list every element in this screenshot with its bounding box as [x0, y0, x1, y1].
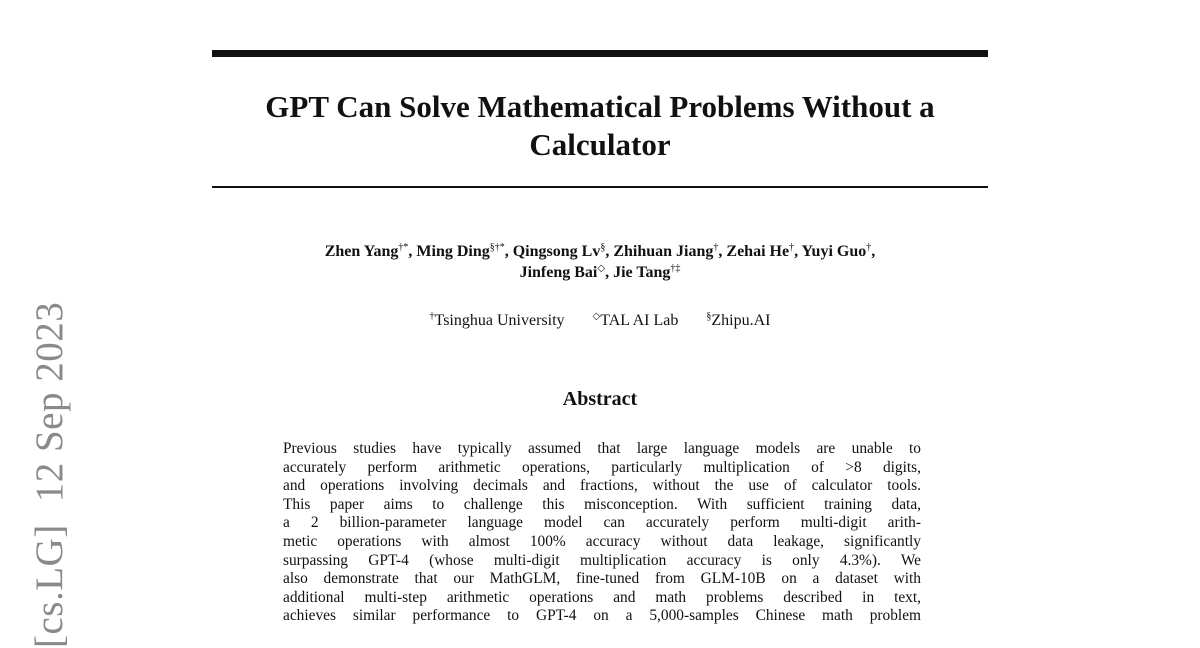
- author-marks: §: [600, 242, 606, 253]
- author-name: Jinfeng Bai: [519, 264, 598, 281]
- abstract-line: achieves similar performance to GPT-4 on a 5,000-samples Chinese math problem: [283, 607, 921, 625]
- author-marks: †‡: [670, 263, 681, 274]
- author-name: Jie Tang: [613, 264, 671, 281]
- abstract-line: and operations involving decimals and fractions, without the use of calculator tools.: [283, 477, 921, 495]
- author-separator: ,: [605, 243, 614, 260]
- author: [613, 264, 680, 281]
- author-separator: ,: [504, 243, 513, 260]
- abstract-line: surpassing GPT-4 (whose multi-digit multiplication accuracy is only 4.3%). We: [283, 551, 921, 569]
- affiliation-name: TAL AI Lab: [600, 312, 679, 329]
- affiliation-name: Zhipu.AI: [711, 312, 771, 329]
- abstract-body: [283, 440, 921, 626]
- affiliation-mark: ◇: [592, 311, 601, 322]
- affiliation-name: Tsinghua University: [434, 312, 565, 329]
- author-marks: §†*: [489, 242, 505, 253]
- author-separator: ,: [408, 243, 417, 260]
- author-marks: †: [866, 242, 872, 253]
- paper-title-line-2: Calculator: [529, 127, 671, 162]
- affiliation: [430, 310, 565, 332]
- author: [513, 243, 614, 260]
- abstract-heading: Abstract: [562, 388, 638, 410]
- abstract-line: additional multi-step arithmetic operations and math problems described in text,: [283, 588, 921, 606]
- author-name: Yuyi Guo: [801, 243, 867, 260]
- author: [325, 243, 417, 260]
- affiliation-mark: †: [429, 311, 435, 322]
- abstract-line: accurately perform arithmetic operations, particularly multiplication of >8 digits,: [283, 458, 921, 476]
- author-marks: †: [789, 242, 795, 253]
- abstract-line: also demonstrate that our MathGLM, fine-tuned from GLM-10B on a dataset with: [283, 570, 921, 588]
- author: [726, 243, 801, 260]
- arxiv-stamp: [27, 302, 73, 648]
- author-name: Ming Ding: [416, 243, 490, 260]
- author-separator: ,: [718, 243, 727, 260]
- author: [416, 243, 512, 260]
- author-marks: †*: [398, 242, 409, 253]
- author-separator: ,: [794, 243, 802, 260]
- author: [520, 264, 614, 281]
- author-list: [212, 241, 988, 283]
- abstract-line: metic operations with almost 100% accuracy without data leakage, significantly: [283, 532, 921, 550]
- author-name: Zhihuan Jiang: [613, 243, 714, 260]
- abstract-line: This paper aims to challenge this misconception. With sufficient training data,: [283, 495, 921, 513]
- author-separator: ,: [871, 243, 876, 260]
- arxiv-category: [cs.LG]: [28, 524, 71, 648]
- author: [801, 243, 875, 260]
- paper-title-line-1: GPT Can Solve Mathematical Problems Without a: [265, 89, 935, 124]
- affiliation-list: [212, 310, 988, 332]
- paper-title: [212, 88, 988, 164]
- author-line-1: [212, 241, 988, 262]
- affiliation: [593, 310, 679, 332]
- author-name: Zhen Yang: [324, 243, 399, 260]
- author-name: Qingsong Lv: [512, 243, 601, 260]
- affiliation-mark: §: [706, 311, 712, 322]
- author-line-2: [212, 262, 988, 283]
- author-marks: †: [713, 242, 719, 253]
- author-separator: ,: [605, 264, 614, 281]
- title-top-rule: [212, 50, 988, 57]
- author-marks: ◇: [597, 263, 606, 274]
- title-bottom-rule: [212, 186, 988, 188]
- arxiv-date: 12 Sep 2023: [28, 301, 71, 503]
- abstract-line: Previous studies have typically assumed that large language models are unable to: [283, 440, 921, 457]
- author: [613, 243, 726, 260]
- affiliation: [706, 310, 770, 332]
- abstract-line: a 2 billion-parameter language model can accurately perform multi-digit arith-: [283, 514, 921, 532]
- author-name: Zehai He: [726, 243, 790, 260]
